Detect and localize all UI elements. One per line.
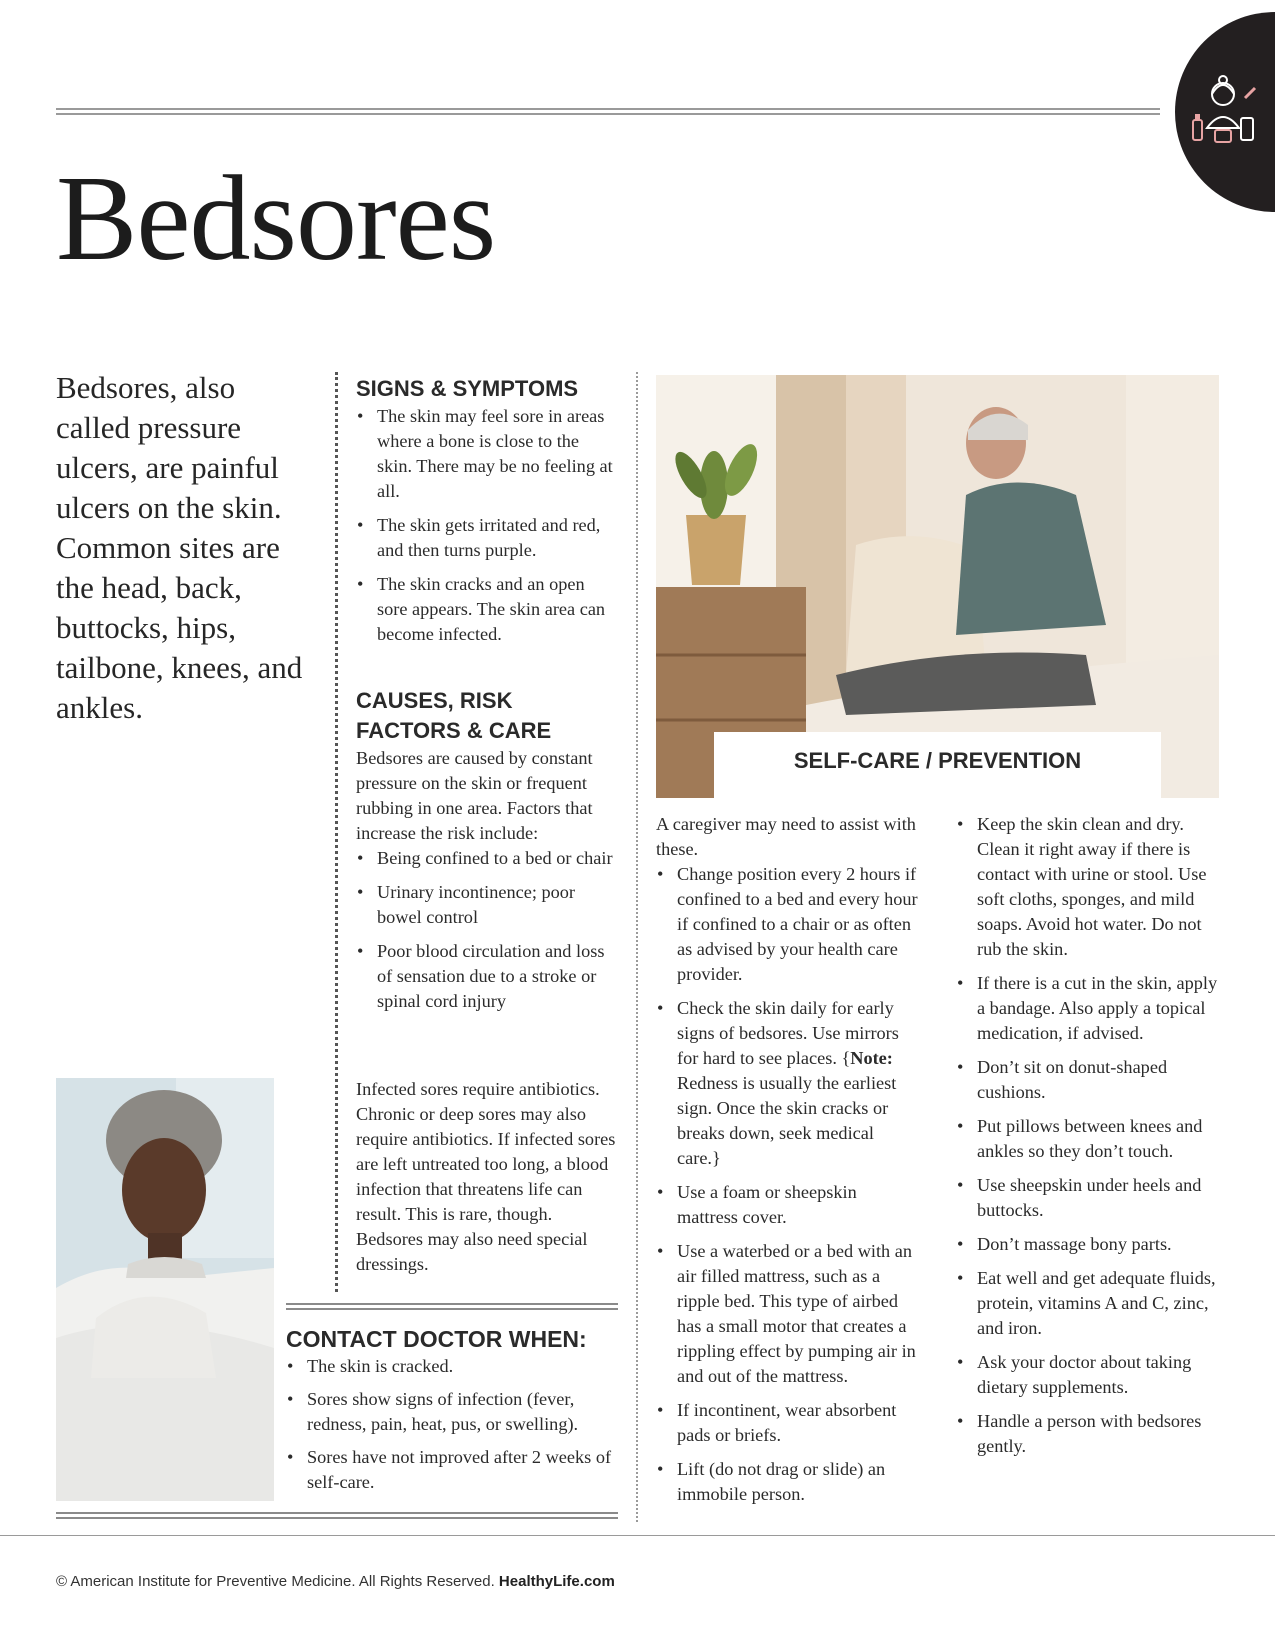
list-item: • Poor blood circulation and loss of sensation due to a stroke or spinal cord injury <box>356 939 618 1014</box>
list-item: • The skin may feel sore in areas where a bone is close to the skin. There may be no feeling at all. <box>356 404 618 504</box>
selfcare-intro: A caregiver may need to assist with these. <box>656 814 916 859</box>
treatment-paragraph: Infected sores require antibiotics. Chronic or deep sores may also require antibiotics. If infected sores are left untreated too long, a blood infection that threatens life can result. This is rare, though. Bedsores may also need special dressings. <box>356 1079 616 1274</box>
list-item: • Sores have not improved after 2 weeks of self-care. <box>286 1445 621 1495</box>
patient-photo <box>56 1078 274 1501</box>
footer-site-link[interactable]: HealthyLife.com <box>498 1573 615 1590</box>
woman-in-bed-image <box>56 1078 274 1501</box>
list-item: • The skin gets irritated and red, and then turns purple. <box>356 513 618 563</box>
badge-circle <box>1175 12 1275 212</box>
check-item-text: Check the skin daily for early signs of bedsores. Use mirrors for hard to see places. { <box>677 998 899 1068</box>
causes-list <box>356 846 618 1014</box>
dotted-divider-right <box>636 372 638 1522</box>
causes-heading-line1: CAUSES, RISK <box>356 688 513 713</box>
selfcare-left-column <box>656 812 921 1516</box>
signs-list <box>356 404 618 647</box>
page-title: Bedsores <box>56 151 496 286</box>
contact-section <box>286 1324 621 1503</box>
footer-copyright: © American Institute for Preventive Medicine. All Rights Reserved. <box>56 1573 495 1590</box>
list-item: • If incontinent, wear absorbent pads or briefs. <box>656 1398 921 1448</box>
list-item: • If there is a cut in the skin, apply a bandage. Also apply a topical medication, if advised. <box>956 971 1221 1046</box>
list-item: • Eat well and get adequate fluids, protein, vitamins A and C, zinc, and iron. <box>956 1266 1221 1341</box>
list-item: • Put pillows between knees and ankles so they don’t touch. <box>956 1114 1221 1164</box>
list-item: • Change position every 2 hours if confined to a bed and every hour if confined to a chair or as often as advised by your health care provider. <box>656 862 921 987</box>
contact-list <box>286 1354 621 1495</box>
list-item: • Don’t sit on donut-shaped cushions. <box>956 1055 1221 1105</box>
list-item: • Use a waterbed or a bed with an air filled mattress, such as a ripple bed. This type of airbed has a small motor that creates a rippling effect by pumping air in and out of the mattress. <box>656 1239 921 1389</box>
list-item: • Urinary incontinence; poor bowel control <box>356 880 618 930</box>
list-item: • The skin cracks and an open sore appears. The skin area can become infected. <box>356 572 618 647</box>
list-item: • Don’t massage bony parts. <box>956 1232 1221 1257</box>
list-item: • Use sheepskin under heels and buttocks. <box>956 1173 1221 1223</box>
selfcare-left-list <box>656 862 921 1507</box>
footer <box>56 1573 615 1590</box>
causes-heading <box>356 686 618 746</box>
selfcare-right-column <box>956 812 1221 1468</box>
self-care-illustration-icon <box>1185 68 1265 158</box>
causes-text: Bedsores are caused by constant pressure on the skin or frequent rubbing in one area. Factors that increase the risk include: <box>356 748 593 843</box>
list-item: • Use a foam or sheepskin mattress cover. <box>656 1180 921 1230</box>
selfcare-heading: SELF-CARE / PREVENTION <box>793 748 1082 773</box>
contact-bottom-rule <box>56 1512 618 1519</box>
selfcare-heading-box <box>714 732 1161 798</box>
signs-heading: SIGNS & SYMPTOMS <box>356 376 579 401</box>
contact-top-rule <box>286 1303 618 1310</box>
dotted-divider-left <box>335 372 338 1292</box>
footer-rule <box>0 1535 1275 1536</box>
list-item: • Ask your doctor about taking dietary supplements. <box>956 1350 1221 1400</box>
check-item-note-text: Redness is usually the earliest sign. Once the skin cracks or breaks down, seek medical care.} <box>677 1073 897 1168</box>
list-item: • Being confined to a bed or chair <box>356 846 618 871</box>
intro-paragraph: Bedsores, also called pressure ulcers, are painful ulcers on the skin. Common sites are the head, back, buttocks, hips, tailbone, knees, and ankles. <box>56 370 303 725</box>
selfcare-right-list <box>956 812 1221 1459</box>
top-rule <box>56 108 1160 115</box>
list-item: • Handle a person with bedsores gently. <box>956 1409 1221 1459</box>
signs-section <box>356 374 618 656</box>
causes-heading-line2: FACTORS & CARE <box>356 718 552 743</box>
note-label: Note: <box>850 1048 893 1068</box>
list-item-check-skin <box>656 996 921 1171</box>
list-item: • Keep the skin clean and dry. Clean it right away if there is contact with urine or stool. Use soft cloths, sponges, and mild soaps. Avoid hot water. Do not rub the skin. <box>956 812 1221 962</box>
list-item: • Lift (do not drag or slide) an immobile person. <box>656 1457 921 1507</box>
list-item: • Sores show signs of infection (fever, redness, pain, heat, pus, or swelling). <box>286 1387 621 1437</box>
list-item: • The skin is cracked. <box>286 1354 621 1379</box>
contact-heading: CONTACT DOCTOR WHEN: <box>286 1326 587 1352</box>
causes-section <box>356 686 618 1023</box>
